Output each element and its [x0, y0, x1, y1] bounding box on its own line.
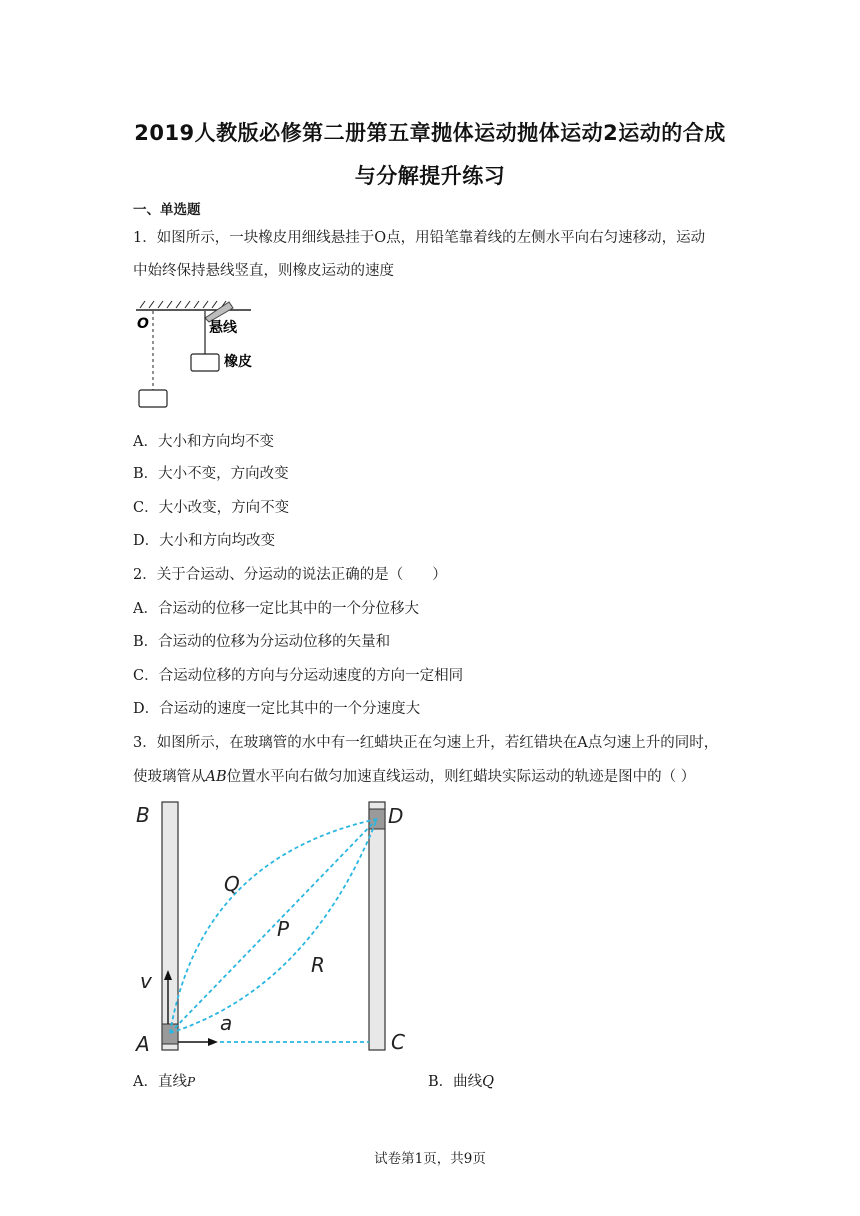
q2-stem: 2．关于合运动、分运动的说法正确的是（ ） — [133, 567, 447, 583]
q2-option-a: A．合运动的位移一定比其中的一个分位移大 — [133, 601, 419, 617]
q3-figure — [130, 798, 420, 1060]
q1-figure — [133, 296, 268, 411]
label-a-point: A — [136, 1032, 150, 1056]
q2-option-d: D．合运动的速度一定比其中的一个分速度大 — [133, 701, 421, 717]
q1-option-d: D．大小和方向均改变 — [133, 533, 276, 549]
label-d: D — [388, 804, 404, 828]
label-q: Q — [224, 872, 240, 896]
q1-stem-line-1: 1．如图所示，一块橡皮用细线悬挂于O点，用铅笔靠着线的左侧水平向右匀速移动，运动 — [133, 230, 706, 246]
title-line-1: 2019人教版必修第二册第五章抛体运动抛体运动2运动的合成 — [134, 121, 726, 145]
q1-stem-line-2: 中始终保持悬线竖直，则橡皮运动的速度 — [133, 263, 394, 279]
q2-option-c: C．合运动位移的方向与分运动速度的方向一定相同 — [133, 668, 464, 684]
label-r: R — [311, 953, 325, 977]
label-c: C — [391, 1030, 405, 1054]
q3-option-b: B．曲线Q — [428, 1074, 495, 1090]
label-a-accel: a — [220, 1011, 233, 1035]
q3-option-a: A．直线P — [133, 1074, 196, 1090]
q1-option-c: C．大小改变，方向不变 — [133, 500, 290, 516]
q1-option-a: A．大小和方向均不变 — [133, 434, 274, 450]
q2-option-b: B．合运动的位移为分运动位移的矢量和 — [133, 634, 391, 650]
left-tube — [162, 802, 178, 1050]
label-b: B — [136, 803, 150, 827]
q3-stem-line-1: 3．如图所示，在玻璃管的水中有一红蜡块正在匀速上升，若红错块在A点匀速上升的同时， — [133, 735, 719, 751]
section-heading: 一、单选题 — [133, 202, 201, 218]
title-line-2: 与分解提升练习 — [354, 164, 506, 188]
page-footer: 试卷第1页，共9页 — [374, 1151, 486, 1167]
q1-label-eraser: 橡皮 — [224, 354, 252, 370]
right-tube — [369, 802, 385, 1050]
label-p: P — [277, 917, 290, 941]
q1-option-b: B．大小不变，方向改变 — [133, 466, 289, 482]
path-p — [170, 819, 377, 1033]
q1-label-o: O — [137, 316, 149, 332]
label-v: v — [140, 969, 152, 993]
q1-label-string: 悬线 — [209, 320, 237, 336]
q3-stem-line-2: 使玻璃管从AB位置水平向右做匀加速直线运动，则红蜡块实际运动的轨迹是图中的（ ） — [133, 769, 696, 785]
